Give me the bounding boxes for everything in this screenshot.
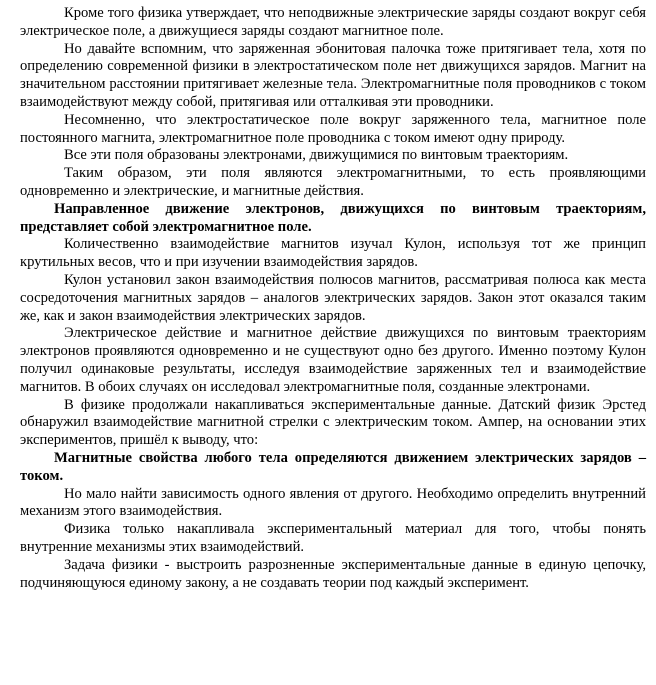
bold-statement-1: Направленное движение электронов, движущихся по винтовым траекториям, представляет собой электромагнитное поле.	[20, 200, 646, 235]
paragraph-1: Кроме того физика утверждает, что неподвижные электрические заряды создают вокруг себя электрическое поле, а движущиеся заряды создают магнитное поле.	[20, 5, 646, 39]
paragraph-3: Несомненно, что электростатическое поле вокруг заряженного тела, магнитное поле постоянного магнита, электромагнитное поле проводника с током имеют одну природу.	[20, 111, 646, 146]
paragraph-10: В физике продолжали накапливаться экспериментальные данные. Датский физик Эрстед обнаружил взаимодействие магнитной стрелки с электрическим током. Ампер, на основании этих экспериментов, пришёл к выводу, что:	[20, 396, 646, 449]
paragraph-4: Все эти поля образованы электронами, движущимися по винтовым траекториям.	[64, 147, 569, 164]
paragraph-8: Кулон установил закон взаимодействия полюсов магнитов, рассматривая полюса как места сосредоточения магнитных зарядов – аналогов электрических зарядов. Закон этот оказался таким же, как и закон взаимодействия электрических зарядов.	[20, 271, 646, 324]
paragraph-13: Физика только накапливала экспериментальный материал для того, чтобы понять внутренние механизмы этих взаимодействий.	[20, 521, 646, 555]
paragraph-12: Но мало найти зависимость одного явления от другого. Необходимо определить внутренний механизм этого взаимодействия.	[20, 485, 646, 520]
paragraph-9: Электрическое действие и магнитное действие движущихся по винтовым траекториям электронов проявляются одновременно и не существуют одно без другого. Именно поэтому Кулон получил одинаковые результаты, исследуя взаимодействие заряженных тел и взаимодействие магнитов. В обоих случаях он исследовал электромагнитные поля, созданные электронами.	[20, 325, 646, 395]
paragraph-5: Таким образом, эти поля являются электромагнитными, то есть проявляющими одновременно и электрические, и магнитные действия.	[20, 165, 646, 199]
paragraph-2: Но давайте вспомним, что заряженная эбонитовая палочка тоже притягивает тела, хотя по определению современной физики в электростатическом поле нет движущихся зарядов. Магнит на значительном расстоянии притягивает железные тела. Электромагнитные поля проводников с током взаимодействуют между собой, притягивая или отталкивая эти проводники.	[20, 40, 646, 110]
paragraph-14: Задача физики - выстроить разрозненные экспериментальные данные в единую цепочку, подчиняющуюся единому закону, а не создавать теории под каждый эксперимент.	[20, 556, 646, 591]
paragraph-7: Количественно взаимодействие магнитов изучал Кулон, используя тот же принцип крутильных весов, что и при изучении взаимодействия зарядов.	[20, 236, 646, 271]
bold-statement-2: Магнитные свойства любого тела определяются движением электрических зарядов – током.	[20, 449, 646, 484]
